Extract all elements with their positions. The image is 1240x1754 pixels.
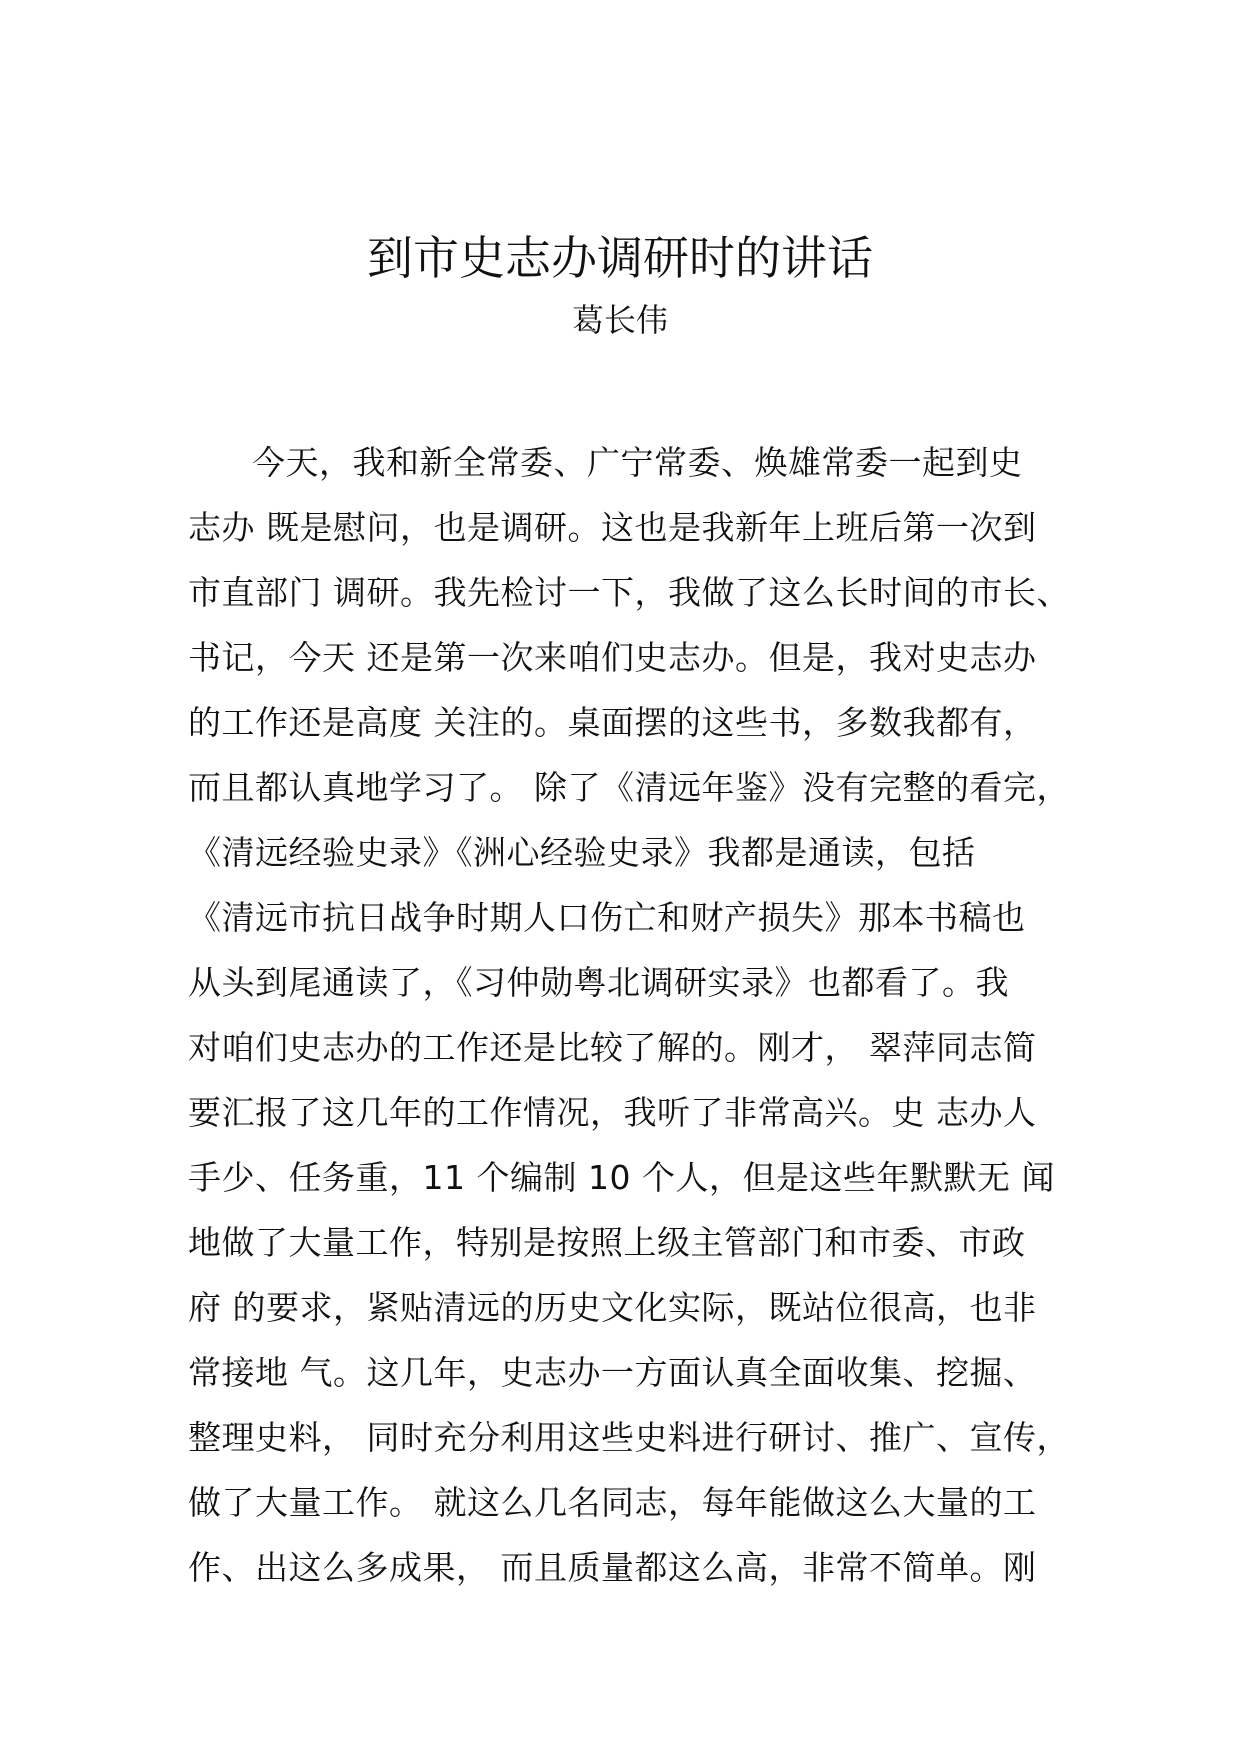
text-line: 要汇报了这几年的工作情况，我听了非常高兴。史 志办人 <box>188 1093 1037 1132</box>
document-title: 到市史志办调研时的讲话 <box>367 231 873 285</box>
text-line: 从头到尾通读了，《习仲勋粤北调研实录》也都看了。我 <box>188 963 1009 1002</box>
author-name: 葛长伟 <box>571 301 668 339</box>
text-line: 今天，我和新全常委、广宁常委、焕雄常委一起到史 <box>252 443 1023 482</box>
text-line: 常接地 气。这几年，史志办一方面认真全面收集、挖掘、 <box>188 1353 1037 1392</box>
text-line: 市直部门 调研。我先检讨一下，我做了这么长时间的市长、 <box>188 573 1070 612</box>
text-line: 府 的要求，紧贴清远的历史文化实际，既站位很高，也非 <box>188 1288 1037 1327</box>
text-line: 对咱们史志办的工作还是比较了解的。刚才， 翠萍同志简 <box>188 1028 1037 1067</box>
text-line: 志办 既是慰问，也是调研。这也是我新年上班后第一次到 <box>188 508 1037 547</box>
text-line: 而且都认真地学习了。 除了《清远年鉴》没有完整的看完， <box>188 768 1070 807</box>
text-line: 地做了大量工作，特别是按照上级主管部门和市委、市政 <box>188 1223 1026 1262</box>
text-line: 《清远市抗日战争时期人口伤亡和财产损失》那本书稿也 <box>188 898 1026 937</box>
text-line: 手少、任务重，11 个编制 10 个人，但是这些年默默无 闻 <box>188 1158 1055 1197</box>
text-line: 《清远经验史录》《洲心经验史录》我都是通读，包括 <box>188 833 976 872</box>
text-line: 的工作还是高度 关注的。桌面摆的这些书，多数我都有， <box>188 703 1037 742</box>
speech-body <box>188 430 1078 1600</box>
text-line: 作、出这么多成果， 而且质量都这么高，非常不简单。刚 <box>188 1548 1037 1587</box>
text-line: 做了大量工作。 就这么几名同志，每年能做这么大量的工 <box>188 1483 1037 1522</box>
text-line: 整理史料， 同时充分利用这些史料进行研讨、推广、宣传， <box>188 1418 1070 1457</box>
text-line: 书记，今天 还是第一次来咱们史志办。但是，我对史志办 <box>188 638 1037 677</box>
